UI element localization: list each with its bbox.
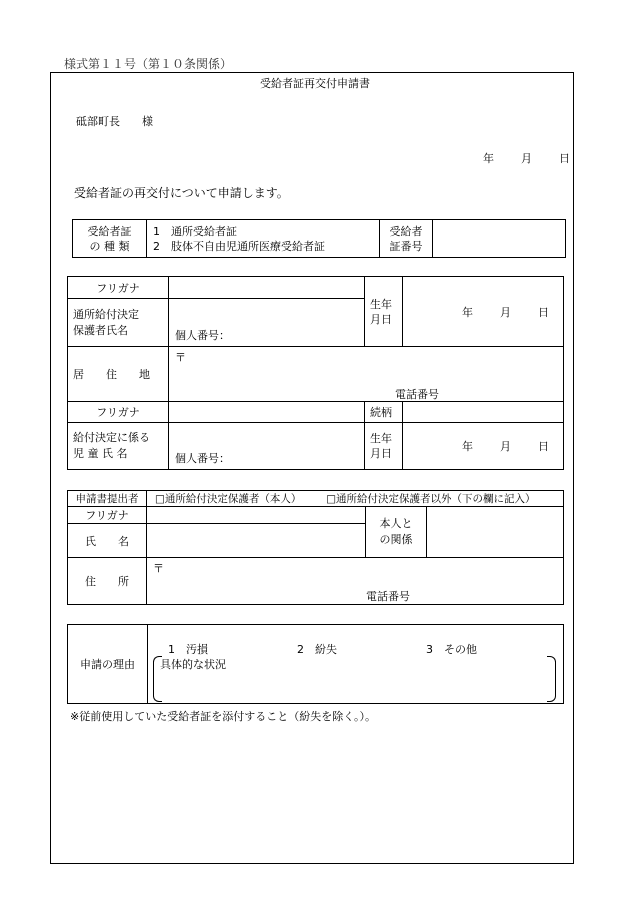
child-birth-month: 月 [500,440,511,453]
guardian-birth-year: 年 [462,305,473,319]
guardian-birth-date[interactable] [403,277,564,347]
cert-type-label [73,220,147,258]
form-number: 様式第１１号（第１０条関係） [64,57,233,71]
submitter-relation-label-1: 本人と [379,517,413,530]
guardian-birth-label [365,277,403,347]
submitter-relation-label-2: の関係 [379,533,413,546]
cert-type-options [147,220,380,258]
child-personal-no-label: 個人番号： [175,452,230,465]
reason-detail-label: 具体的な状況 [160,658,226,671]
submitter-furigana-label: フリガナ [68,507,147,524]
submitter-option-other[interactable]: □通所給付決定保護者以外（下の欄に記入） [326,493,536,505]
cert-type-table [72,219,566,258]
submitter-table [67,490,564,605]
reason-label: 申請の理由 [68,625,148,704]
child-furigana-label: フリガナ [68,402,169,423]
submitter-furigana-field[interactable] [147,507,366,524]
application-date [483,150,570,166]
child-birth-day: 日 [538,440,549,453]
form-title: 受給者証再交付申請書 [260,77,370,90]
guardian-personal-no-label: 個人番号： [175,329,230,342]
reason-option-3[interactable]: 3 その他 [426,643,477,656]
cert-number-field[interactable] [433,220,566,258]
reason-option-2[interactable]: 2 紛失 [297,643,337,656]
guardian-birth-label-2: 月日 [370,312,392,326]
guardian-furigana-field[interactable] [169,277,365,299]
submitter-header-label: 申請書提出者 [68,491,147,507]
child-relation-field[interactable] [403,402,564,423]
guardian-address-field[interactable] [169,347,564,402]
reason-table [67,624,564,704]
submitter-address-label: 住 所 [68,558,147,605]
guardian-postal-mark: 〒 [175,351,186,364]
cert-number-label [380,220,433,258]
submitter-options [147,491,564,507]
child-birth-date[interactable] [403,423,564,470]
submitter-option-self[interactable]: □通所給付決定保護者（本人） [155,493,302,505]
date-day: 日 [559,152,570,165]
guardian-birth-day: 日 [538,305,549,319]
submitter-phone-label: 電話番号 [366,590,410,603]
cert-number-label-1: 受給者 [389,224,423,238]
submitter-relation-field[interactable] [427,507,564,558]
addressee: 砥部町長 様 [76,115,153,128]
child-name-field[interactable] [169,423,365,470]
cert-option-2: 2 肢体不自由児通所医療受給者証 [153,239,325,253]
child-birth-label [365,423,403,470]
cert-type-label-1: 受給者証 [87,224,132,238]
guardian-phone-label: 電話番号 [395,388,439,401]
guardian-birth-label-1: 生年 [370,297,392,311]
submitter-relation-label [366,507,427,558]
guardian-child-table [67,276,564,470]
submitter-address-field[interactable] [147,558,564,605]
guardian-furigana-label: フリガナ [68,277,169,299]
cert-number-label-2: 証番号 [389,239,423,253]
child-relation-label: 続柄 [365,402,403,423]
guardian-name-label [68,299,169,347]
child-furigana-field[interactable] [169,402,365,423]
reason-field[interactable] [148,625,564,704]
request-sentence: 受給者証の再交付について申請します。 [74,186,289,200]
child-birth-label-2: 月日 [370,447,392,460]
guardian-name-label-1: 通所給付決定 [73,307,139,321]
bracket-right [547,656,556,702]
child-name-label-2: 児 童 氏 名 [73,447,128,460]
child-name-label [68,423,169,470]
child-birth-label-1: 生年 [370,432,392,445]
child-birth-year: 年 [462,440,473,453]
cert-type-label-2: の 種 類 [89,239,130,253]
guardian-name-label-2: 保護者氏名 [73,323,128,337]
guardian-name-field[interactable] [169,299,365,347]
child-name-label-1: 給付決定に係る [73,431,150,444]
date-year: 年 [483,152,494,165]
attachment-note: ※従前使用していた受給者証を添付すること（紛失を除く。）。 [70,710,376,723]
guardian-birth-month: 月 [500,305,511,319]
guardian-address-label: 居 住 地 [68,347,169,402]
reason-option-1[interactable]: 1 汚損 [168,643,208,656]
submitter-name-field[interactable] [147,524,366,558]
submitter-name-label: 氏 名 [68,524,147,558]
submitter-postal-mark: 〒 [153,562,164,575]
date-month: 月 [521,152,532,165]
cert-option-1: 1 通所受給者証 [153,224,237,238]
